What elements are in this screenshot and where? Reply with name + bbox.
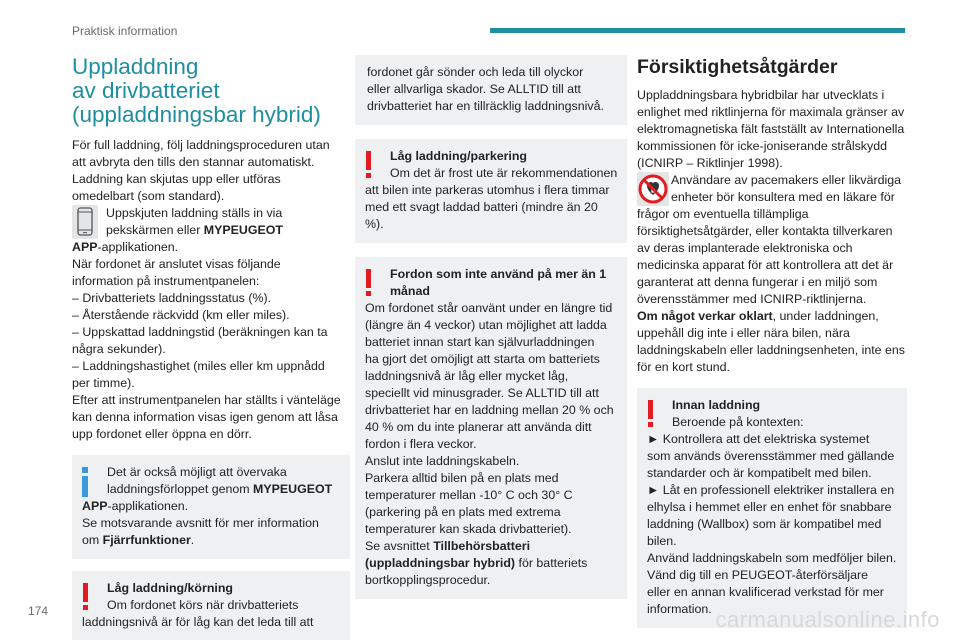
text-line: bilen. (647, 534, 677, 548)
text-line: med ett svagt laddad batteri (mindre än 20 (365, 200, 598, 214)
text-line: fordonet går sönder och leda till olyckor (367, 65, 584, 79)
text-line: Om fordonet står oanvänt under en längre tid (365, 301, 613, 315)
warning-box-continued (355, 55, 627, 125)
watermark: carmanualsonline.info (715, 607, 940, 632)
text-line: frågor om eventuella tillämpliga (637, 207, 809, 221)
column-left (72, 55, 350, 640)
section-title-precautions: Försiktighetsåtgärder (637, 56, 838, 78)
text-span: -applikationen. (97, 240, 179, 254)
section-title-charging: Uppladdning av drivbatteriet (uppladdningsbar hybrid) (72, 54, 321, 127)
text-line: för en kort stund. (637, 360, 730, 374)
text-span: -applikationen. (107, 499, 189, 513)
text-line: temperaturer kan skada drivbatteriet). (365, 522, 572, 536)
app-name: MYPEUGEOT (253, 482, 333, 496)
smartphone-icon (72, 205, 98, 239)
dashboard-info-list (72, 256, 350, 443)
text-line: eller en annan kvalificerad verkstad för mer (647, 585, 884, 599)
text-line: per timme). (72, 376, 135, 390)
page-number: 174 (28, 604, 49, 618)
text-line: laddning (Wallbox) som är kompatibel med (647, 517, 882, 531)
text-line: För full laddning, följ laddningsproceduren utan (72, 138, 330, 152)
warning-title: Innan laddning (672, 398, 761, 412)
warning-box-before-charging (637, 388, 907, 628)
text-line: bortkopplingsprocedur. (365, 573, 491, 587)
text-line: ha gjort det omöjligt att starta om batteriets (365, 352, 600, 366)
header-accent-bar (490, 28, 905, 33)
text-line: att avbryta den tills den stannar automatiskt. (72, 155, 315, 169)
warning-title: månad (390, 284, 430, 298)
list-item: – Laddningshastighet (miles eller km uppnådd (72, 359, 325, 373)
text-line: som används överensstämmer med gällande (647, 449, 895, 463)
text-line: fordon i flera veckor. (365, 437, 477, 451)
text-span: för batteriets (515, 556, 588, 570)
text-line: enlighet med riktlinjerna för maximala gränser av (637, 105, 905, 119)
text-line: Det är också möjligt att övervaka (107, 465, 287, 479)
warning-icon (365, 151, 371, 178)
text-line: (längre än 4 veckor) utan möjlighet att ladda (365, 318, 607, 332)
warning-icon (82, 583, 88, 610)
text-line: batteriet innan start kan självurladdningen (365, 335, 595, 349)
info-box-app-monitoring (72, 455, 350, 559)
text-line: Uppladdningsbara hybridbilar har utvecklats i (637, 88, 885, 102)
text-line: Vänd dig till en PEUGEOT-återförsäljare (647, 568, 869, 582)
text-line: 40 % om du inte planerar att använda ditt (365, 420, 592, 434)
emphasis: Om något verkar oklart (637, 309, 773, 323)
text-line: av deras implanterade elektroniska och (637, 241, 853, 255)
column-middle (355, 55, 627, 599)
list-item: ► Låt en professionell elektriker installera en (647, 483, 895, 497)
warning-icon (647, 400, 653, 427)
list-item: – Drivbatteriets laddningsstatus (%). (72, 291, 272, 305)
text-line: försiktighetsåtgärder, eller kontakta tillverkaren (637, 224, 893, 238)
text-line: Beroende på kontexten: (672, 415, 804, 429)
text-line: eller allvarliga skador. Se ALLTID till att (367, 82, 581, 96)
text-line: (parkering på en plats med extrema (365, 505, 561, 519)
column-right (637, 55, 907, 628)
text-span: Se avsnittet (365, 539, 434, 553)
list-item: ► Kontrollera att det elektriska systemet (647, 432, 870, 446)
pacemaker-note (637, 172, 907, 206)
text-line: Om det är frost ute är rekommendationen (390, 166, 618, 180)
section-reference: Fjärrfunktioner (102, 533, 191, 547)
text-line: elhylsa i hemmet eller en enhet för snabbare (647, 500, 892, 514)
app-name: MYPEUGEOT (203, 223, 283, 237)
text-line: garanterat att denna fungerar i en miljö som (637, 275, 878, 289)
warning-icon (365, 269, 371, 296)
text-line: speciellt vid minusgrader. Se ALLTID till att (365, 386, 599, 400)
text-line: information. (647, 602, 712, 616)
section-reference: (uppladdningsbar hybrid) (365, 556, 516, 570)
text-line: När fordonet är anslutet visas följande (72, 257, 281, 271)
text-line: (ICNIRP – Riktlinjer 1998). (637, 156, 783, 170)
text-line: Anslut inte laddningskabeln. (365, 454, 520, 468)
text-line: %). (365, 217, 384, 231)
text-line: uppehåll dig inte i eller nära bilen, nära (637, 326, 850, 340)
text-line: enheter bör konsultera med en läkare för (671, 190, 895, 204)
text-line: upp fordonet eller öppna en dörr. (72, 427, 252, 441)
text-span: . (190, 533, 195, 547)
text-line: Laddning kan skjutas upp eller utföras (72, 172, 281, 186)
warning-box-low-charge-parking (355, 139, 627, 243)
text-line: laddningsnivå är för låg kan det leda till att (82, 615, 314, 629)
text-line: Parkera alltid bilen på en plats med (365, 471, 559, 485)
text-line: Användare av pacemakers eller likvärdiga (671, 173, 902, 187)
text-span: om (82, 533, 103, 547)
text-span: laddningsförloppet genom (107, 482, 254, 496)
text-line: elektromagnetiska fält fastställt av Internationella (637, 122, 905, 136)
text-line: kan denna information visas igen genom att låsa (72, 410, 338, 424)
warning-title: Låg laddning/körning (107, 581, 233, 595)
text-line: temperaturer mellan -10° C och 30° C (365, 488, 573, 502)
app-name: APP (82, 499, 108, 513)
text-line: Uppskjuten laddning ställs in via (106, 206, 283, 220)
text-line: Om fordonet körs när drivbatteriets (107, 598, 299, 612)
text-line: att bilen inte parkeras utomhus i flera timmar (365, 183, 610, 197)
app-name: APP (72, 240, 98, 254)
text-line: kommissionen för icke-joniserande strålskydd (637, 139, 887, 153)
text-span: pekskärmen eller (106, 223, 204, 237)
text-line: Se motsvarande avsnitt för mer information (82, 516, 319, 530)
text-line: drivbatteriet har en tillräcklig laddningsnivå. (367, 99, 604, 113)
text-line: Använd laddningskabeln som medföljer bilen. (647, 551, 897, 565)
pacemaker-body (637, 206, 907, 376)
text-line: Efter att instrumentpanelen har ställts i vänteläge (72, 393, 341, 407)
text-line: omedelbart (som standard). (72, 189, 225, 203)
warning-box-low-charge-driving (72, 571, 350, 640)
text-line: några sekunder). (72, 342, 166, 356)
info-icon (82, 467, 88, 497)
section-reference: Tillbehörsbatteri (433, 539, 531, 553)
text-line: överensstämmer med ICNIRP-riktlinjerna. (637, 292, 867, 306)
text-line: drivbatteriet har en laddning mellan 20 % och (365, 403, 614, 417)
warning-box-unused-vehicle (355, 257, 627, 599)
text-span: , under laddningen, (772, 309, 879, 323)
text-line: medicinska apparat för att kontrollera att det är (637, 258, 894, 272)
list-item: – Uppskattad laddningstid (beräkningen kan ta (72, 325, 328, 339)
warning-title: Fordon som inte använd på mer än 1 (390, 267, 607, 281)
no-pacemaker-icon (637, 172, 663, 206)
running-header: Praktisk information (72, 24, 178, 38)
warning-title: Låg laddning/parkering (390, 149, 527, 163)
text-line: standarder och är kompatibelt med bilen. (647, 466, 872, 480)
text-line: laddningsnivå är låg eller mycket låg, (365, 369, 569, 383)
list-item: – Återstående räckvidd (km eller miles). (72, 308, 290, 322)
precautions-intro (637, 87, 907, 172)
text-line: laddningskabeln eller laddningsenheten, inte ens (637, 343, 905, 357)
intro-paragraph (72, 137, 350, 205)
text-line: information på instrumentpanelen: (72, 274, 260, 288)
deferred-charging-note (72, 205, 350, 239)
